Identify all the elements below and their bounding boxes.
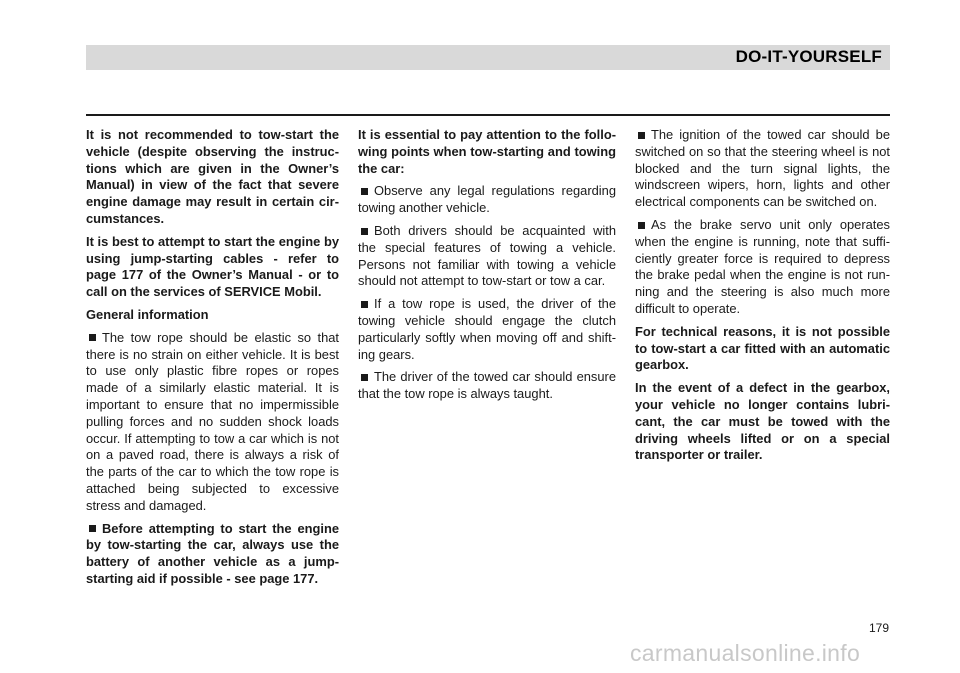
page-number: 179: [868, 621, 889, 635]
square-bullet-icon: [361, 188, 368, 195]
square-bullet-icon: [361, 374, 368, 381]
square-bullet-icon: [361, 228, 368, 235]
square-bullet-icon: [89, 525, 96, 532]
square-bullet-icon: [89, 334, 96, 341]
brake-servo-item: As the brake servo unit only operates when the engine is running, note that sufficiently greater force is required to depress the brake pedal when the engine is not running and the steering is also much more difficult to operate.: [635, 216, 890, 316]
site-watermark: carmanualsonline.info: [630, 640, 861, 666]
text-column-2: [358, 127, 616, 409]
square-bullet-icon: [638, 222, 645, 229]
text-column-1: [86, 127, 339, 594]
text-column-3: [635, 127, 890, 470]
general-information-heading: General information: [86, 306, 209, 322]
rope-taught-item: The driver of the towed car should ensure that the tow rope is always taught.: [358, 369, 616, 402]
ignition-item: The ignition of the towed car should be switched on so that the steering wheel is not blocked and the turn signal lights, the windscreen wipers, horn, lights and other electrical components can be switched on.: [635, 127, 890, 210]
legal-regulations-item: Observe any legal regulations regarding towing another vehicle.: [358, 183, 616, 216]
section-header-bar: [86, 45, 890, 70]
jump-start-advice: It is best to attempt to start the engine by using jump-starting cables - refer to page 177 of the Owner’s Manual - or to call on the services of SERVICE Mobil.: [86, 233, 339, 300]
automatic-gearbox-note: For technical reasons, it is not possible to tow-start a car fitted with an automatic gearbox.: [635, 323, 890, 373]
tow-rope-paragraph: The tow rope should be elastic so that there is no strain on either vehicle. It is best to use only plastic fibre ropes or ropes made of a similarly elastic material. It is important to ensure that no impermissible pulling forces and no sudden shock loads occur. If attempting to tow a car which is not on a paved road, there is always a risk of the parts of the car to which the tow rope is attached being subjected to excessive stress and damaged.: [86, 329, 339, 513]
tow-start-warning: It is not recommended to tow-start the vehicle (despite observing the instructions which are given in the Owner’s Manual) in view of the fact that severe engine damage may result in certain circumstances.: [86, 127, 339, 226]
header-rule: [86, 114, 890, 116]
clutch-engage-item: If a tow rope is used, the driver of the towing vehicle should engage the clutch particularly softly when moving off and shifting gears.: [358, 296, 616, 362]
square-bullet-icon: [638, 132, 645, 139]
square-bullet-icon: [361, 301, 368, 308]
gearbox-defect-note: In the event of a defect in the gearbox, your vehicle no longer contains lubricant, the car must be towed with the driving wheels lifted or on a special transporter or trailer.: [635, 380, 890, 463]
towing-points-intro: It is essential to pay attention to the following points when tow-starting and towing the car:: [358, 127, 616, 176]
drivers-acquainted-item: Both drivers should be acquainted with the special features of towing a vehicle. Persons not familiar with towing a vehicle should not attempt to tow-start or tow a car.: [358, 222, 616, 289]
section-title: DO-IT-YOURSELF: [735, 47, 882, 66]
battery-jump-advice: Before attempting to start the engine by tow-starting the car, always use the battery of another vehicle as a jump-starting aid if possible - see page 177.: [86, 520, 339, 586]
